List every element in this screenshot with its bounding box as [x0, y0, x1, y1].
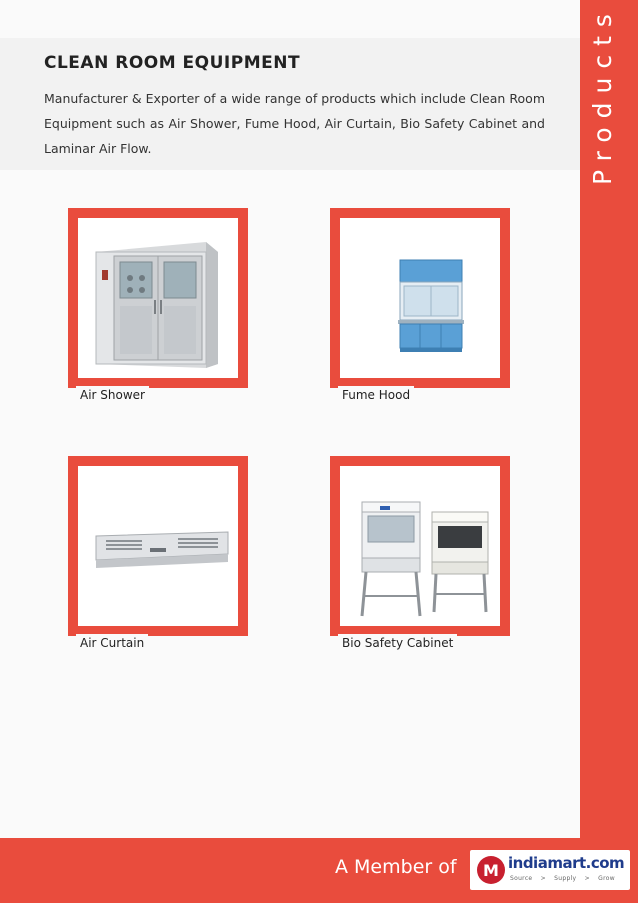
intro-section — [0, 38, 580, 170]
indiamart-logo-icon — [476, 854, 506, 886]
sidebar-label: Products — [588, 5, 617, 185]
svg-text:M: M — [483, 861, 499, 880]
product-frame — [330, 456, 510, 636]
bio-safety-cabinet-image — [340, 466, 500, 626]
product-label-air-curtain[interactable]: Air Curtain — [76, 634, 148, 652]
footer — [0, 838, 638, 903]
intro-description: Manufacturer & Exporter of a wide range of products which include Clean Room Equipment such as Air Shower, Fume Hood, Air Curtain, Bio Safety Cabinet and Laminar Air Flow. — [44, 91, 545, 156]
member-of-text: A Member of — [335, 856, 457, 878]
product-frame — [330, 208, 510, 388]
product-label-fume-hood[interactable]: Fume Hood — [338, 386, 414, 404]
page-title: CLEAN ROOM EQUIPMENT — [44, 53, 301, 73]
air-curtain-image — [78, 466, 238, 626]
product-label-bio-safety-cabinet[interactable]: Bio Safety Cabinet — [338, 634, 457, 652]
product-label-air-shower[interactable]: Air Shower — [76, 386, 149, 404]
product-frame — [68, 208, 248, 388]
indiamart-logo[interactable] — [470, 850, 630, 890]
fume-hood-image — [340, 218, 500, 378]
air-shower-image — [78, 218, 238, 378]
logo-tagline: Source > Supply > Grow — [510, 875, 615, 882]
product-frame — [68, 456, 248, 636]
logo-name: indiamart.com — [508, 854, 625, 872]
